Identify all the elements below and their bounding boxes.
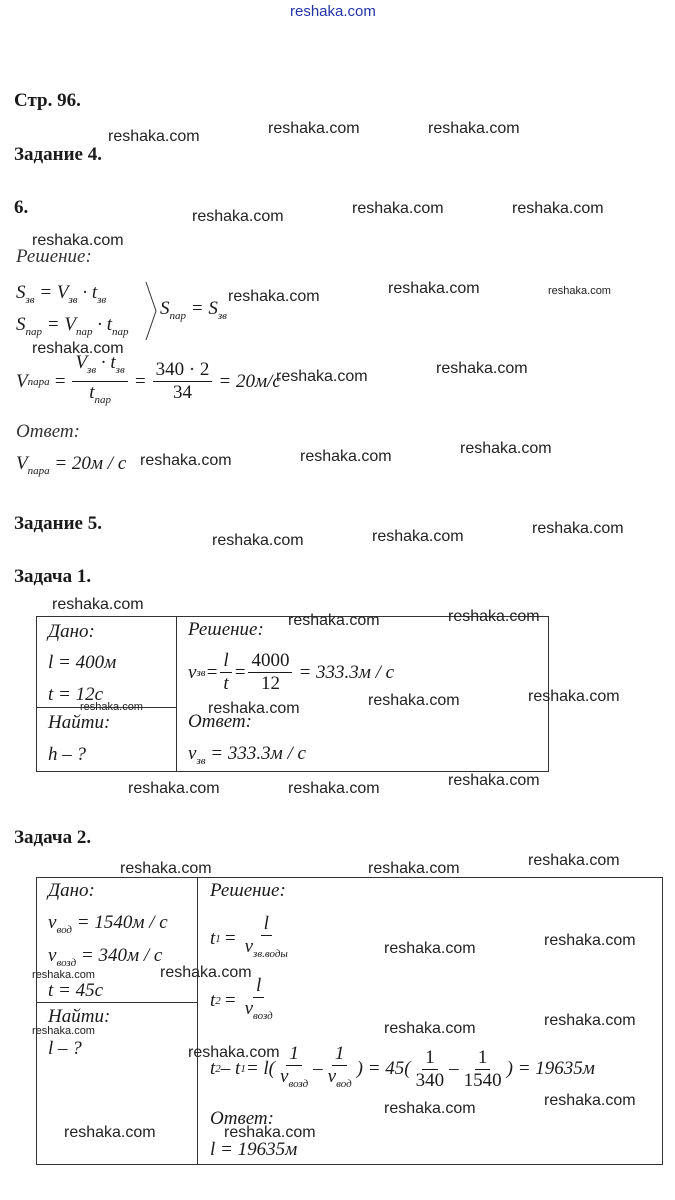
system-brace [144, 280, 158, 342]
watermark: reshaka.com [224, 1124, 316, 1141]
problem2-given-label: Дано: [48, 880, 95, 901]
watermark: reshaka.com [384, 1100, 476, 1117]
watermark: reshaka.com [544, 1092, 636, 1109]
watermark: reshaka.com [544, 1012, 636, 1029]
task4-answer-label: Ответ: [16, 421, 80, 442]
task4-item-number: 6. [14, 197, 29, 218]
watermark: reshaka.com [52, 596, 144, 613]
problem2-row-divider [36, 1002, 197, 1003]
watermark: reshaka.com [372, 528, 464, 545]
watermark: reshaka.com [208, 700, 300, 717]
watermark: reshaka.com [352, 200, 444, 217]
watermark: reshaka.com [32, 1025, 95, 1037]
problem2-answer-label: Ответ: [210, 1108, 274, 1129]
task4-eq-distance-sound: $S_{зв} = V_{зв} \cdot t_{зв}$ [16, 282, 107, 306]
watermark: reshaka.com [436, 360, 528, 377]
problem2-eq-difference: t 2 – t 1 = l( $\frac{1}{v_{возд}}$ – $\frac{1}{v_{вод}}$ ) = 45( $\frac{1}{340}$ – $\frac{1}{1540}$ ) = 19635м [210, 1043, 595, 1091]
problem1-find-label: Найти: [48, 712, 111, 733]
watermark: reshaka.com [228, 288, 320, 305]
watermark: reshaka.com [140, 452, 232, 469]
watermark: reshaka.com [428, 120, 520, 137]
watermark: reshaka.com [512, 200, 604, 217]
task4-eq-distance-steam: $S_{пар} = V_{пар} \cdot t_{пар}$ [16, 314, 129, 338]
task4-solution-label: Решение: [16, 246, 92, 267]
problem1-given-length: l = 400м [48, 652, 117, 673]
problem2-title: Задача 2. [14, 827, 92, 848]
problem1-column-divider [176, 616, 177, 771]
watermark: reshaka.com [32, 969, 95, 981]
watermark: reshaka.com [288, 780, 380, 797]
problem1-answer-value: $v_{зв} = 333.3м / с$ [188, 743, 306, 767]
watermark: reshaka.com [268, 120, 360, 137]
watermark: reshaka.com [160, 964, 252, 981]
page-label: Стр. 96. [14, 90, 81, 111]
problem2-eq-t1: t 1 = $\frac{l}{v_{зв.воды}}$ [210, 913, 288, 960]
watermark: reshaka.com [528, 688, 620, 705]
watermark: reshaka.com [368, 860, 460, 877]
problem1-title: Задача 1. [14, 566, 92, 587]
watermark: reshaka.com [108, 128, 200, 145]
watermark: reshaka.com [544, 932, 636, 949]
watermark: reshaka.com [528, 852, 620, 869]
watermark: reshaka.com [448, 772, 540, 789]
problem2-find-label: Найти: [48, 1006, 111, 1027]
watermark: reshaka.com [188, 1044, 280, 1061]
watermark: reshaka.com [212, 532, 304, 549]
watermark: reshaka.com [368, 692, 460, 709]
problem2-given-water-speed: $v_{вод} = 1540м / с$ [48, 912, 168, 936]
watermark: reshaka.com [388, 280, 480, 297]
problem2-solution-label: Решение: [210, 880, 286, 901]
watermark: reshaka.com [128, 780, 220, 797]
problem2-eq-t2: t 2 = $\frac{l}{v_{возд}}$ [210, 975, 273, 1022]
watermark: reshaka.com [192, 208, 284, 225]
watermark: reshaka.com [64, 1124, 156, 1141]
watermark: reshaka.com [384, 1020, 476, 1037]
problem1-solution-label: Решение: [188, 619, 264, 640]
watermark: reshaka.com [300, 448, 392, 465]
site-header-watermark[interactable]: reshaka.com [290, 3, 376, 20]
problem2-find-value: l – ? [48, 1038, 82, 1059]
task4-title: Задание 4. [14, 144, 102, 165]
problem1-given-time: t = 12с [48, 684, 104, 705]
watermark: reshaka.com [80, 701, 143, 713]
watermark: reshaka.com [120, 860, 212, 877]
watermark: reshaka.com [288, 612, 380, 629]
watermark: reshaka.com [276, 368, 368, 385]
problem2-answer-value: l = 19635м [210, 1139, 298, 1160]
task4-answer-value: $V_{пара} = 20м / с$ [16, 453, 127, 477]
problem2-given-time: t = 45с [48, 980, 104, 1001]
watermark: reshaka.com [548, 285, 611, 297]
task4-eq-equal-distances: $S_{пар} = S_{зв}$ [160, 298, 227, 322]
problem2-column-divider [197, 877, 198, 1164]
problem1-speed-calculation: v зв = $\frac{l}{t}$ = $\frac{4000}{12}$ = 333.3м / с [188, 650, 395, 694]
problem2-given-air-speed: $v_{возд} = 340м / с$ [48, 945, 163, 969]
problem1-answer-label: Ответ: [188, 711, 252, 732]
watermark: reshaka.com [32, 232, 124, 249]
watermark: reshaka.com [448, 608, 540, 625]
problem1-find-value: h – ? [48, 744, 86, 765]
task5-title: Задание 5. [14, 513, 102, 534]
watermark: reshaka.com [384, 940, 476, 957]
watermark: reshaka.com [32, 340, 124, 357]
watermark: reshaka.com [460, 440, 552, 457]
task4-velocity-calculation: V пара = $\frac{V_{зв} \cdot t_{зв}}{t_{пар}}$ = $\frac{340 \cdot 2}{34}$ = 20м/с [16, 352, 281, 406]
problem1-given-label: Дано: [48, 621, 95, 642]
watermark: reshaka.com [532, 520, 624, 537]
